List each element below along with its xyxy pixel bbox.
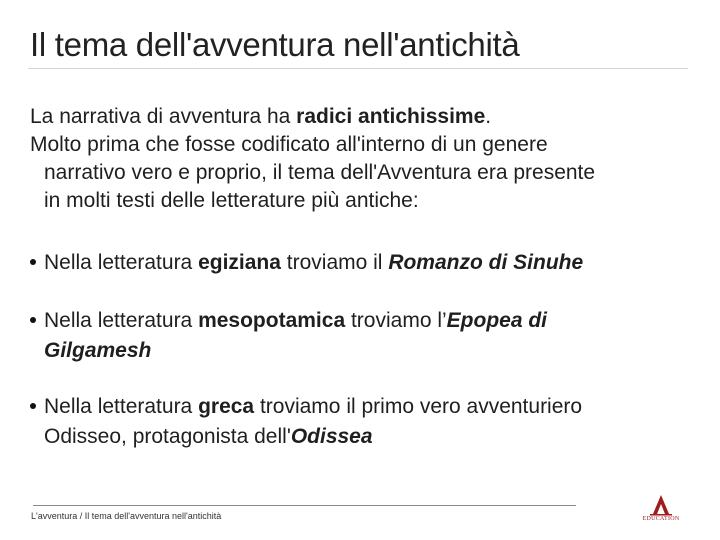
footer-divider	[33, 505, 576, 506]
bullet-work-title: Odissea	[290, 425, 373, 448]
publisher-logo	[636, 493, 686, 525]
bullet-work-title: Romanzo di Sinuhe	[388, 251, 584, 274]
bullet-text-part: Nella letteratura	[44, 251, 199, 274]
intro-line-4: in molti testi delle letterature più antiche:	[44, 189, 419, 212]
bullet-text-part: troviamo l’	[345, 309, 447, 332]
intro-line-3: narrativo vero e proprio, il tema dell'Avventura era presente	[44, 161, 596, 184]
bullet-bold: greca	[198, 395, 255, 418]
bullet-dot	[30, 403, 36, 409]
intro-emphasis: radici antichissime	[296, 105, 486, 128]
bullet-text-part: Nella letteratura	[44, 395, 199, 418]
bullet-text	[30, 248, 690, 278]
title-divider	[28, 68, 688, 69]
logo-mark-icon	[636, 493, 686, 517]
bullet-text-part: troviamo il	[280, 251, 389, 274]
bullet-text-part: troviamo il primo vero avventuriero	[254, 395, 583, 418]
intro-text: La narrativa di avventura ha	[30, 105, 297, 128]
intro-line-2: Molto prima che fosse codificato all'interno di un genere	[30, 133, 548, 156]
bullet-bold: egiziana	[198, 251, 281, 274]
slide-title: Il tema dell'avventura nell'antichità	[30, 26, 520, 63]
bullet-text	[30, 392, 690, 452]
bullet-item-egiziana	[30, 248, 690, 278]
bullet-text-part: Nella letteratura	[44, 309, 199, 332]
bullet-bold: mesopotamica	[198, 309, 346, 332]
logo-text: EDUCATION	[642, 516, 680, 522]
bullet-text	[30, 306, 690, 366]
intro-line-1	[30, 103, 710, 131]
bullet-work-title: Gilgamesh	[44, 339, 152, 362]
bullet-dot	[30, 317, 36, 323]
bullet-work-title: Epopea di	[446, 309, 548, 332]
bullet-item-mesopotamica	[30, 306, 690, 366]
intro-paragraph	[30, 103, 710, 215]
bullet-text-part: Odisseo, protagonista dell'	[44, 425, 291, 448]
bullet-item-greca	[30, 392, 690, 452]
footer-caption: L'avventura / Il tema dell'avventura nell'antichità	[31, 511, 222, 521]
bullet-dot	[30, 259, 36, 265]
intro-period: .	[485, 105, 492, 128]
